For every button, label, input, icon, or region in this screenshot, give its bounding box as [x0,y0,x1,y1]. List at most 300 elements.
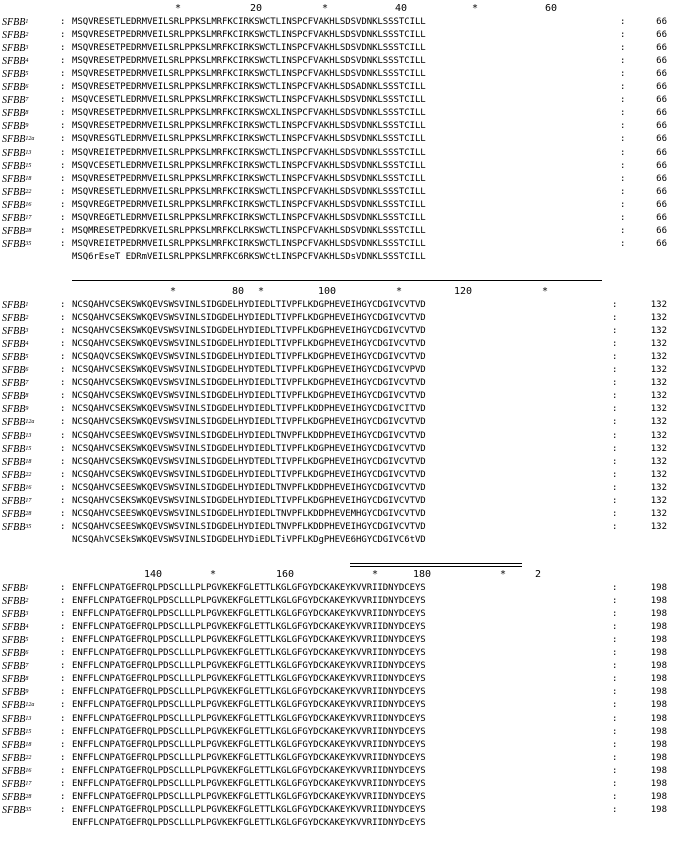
ruler-mark: * [542,286,549,297]
label-prefix: SFBB [2,622,26,634]
label-prefix: SFBB [2,82,26,94]
separator: : [612,804,618,815]
label-prefix: SFBB [2,469,26,481]
sequence-row [0,791,677,804]
label-prefix: SFBB [2,456,26,468]
sequence-row [0,416,677,429]
end-position: 132 [650,495,667,506]
sequence: MSQVREGETLEDRMVEILSRLPPKSLMRFKCIRKSWCTLINSPCFVAKHLSDSVDNKLSSSTCILL [72,212,426,223]
end-position: 198 [650,778,667,789]
allele-number: 13 [25,149,32,156]
ruler-mark: 20 [250,3,263,14]
sequence: ENFFLCNPATGEFRQLPDSCLLLPLPGVKEKFGLETTLKGLGFGYDCKAKEYKVVRIIDNYDCEYS [72,726,426,737]
allele-number: 28 [25,227,32,234]
end-position: 132 [650,482,667,493]
sequence-row [0,68,677,81]
label-prefix: SFBB [2,635,26,647]
end-position: 198 [650,687,667,698]
label-prefix: SFBB [2,17,26,28]
allele-number: 3 [25,45,29,52]
end-position: 66 [656,30,667,41]
end-position: 66 [656,108,667,119]
separator: : [60,674,66,685]
sequence-row [0,16,677,29]
label-prefix: SFBB [2,726,26,738]
separator: : [60,596,66,607]
allele-number: 4 [25,58,29,65]
ruler-mark: * [322,3,329,14]
allele-number: 16 [25,484,32,491]
end-position: 198 [650,635,667,646]
sequence-row [0,120,677,133]
allele-number: 5 [25,354,29,361]
ruler-mark: * [210,569,217,580]
allele-number: 6 [25,650,29,657]
separator: : [60,212,66,223]
label-prefix: SFBB [2,121,26,133]
separator: : [612,430,618,441]
ruler-mark: * [372,569,379,580]
sequence: ENFFLCNPATGEFRQLPDSCLLLPLPGVKEKFGLETTLKGLGFGYDCKAKEYKVVRIIDNYDCEYS [72,583,426,593]
allele-number: 7 [25,663,29,670]
label-prefix: SFBB [2,765,26,777]
ruler-mark: 180 [413,569,432,580]
label-prefix: SFBB [2,378,26,390]
sequence-row [0,495,677,508]
sequence-row [0,634,677,647]
sequence: ENFFLCNPATGEFRQLPDSCLLLPLPGVKEKFGLETTLKGLGFGYDCKAKEYKVVRIIDNYDCEYS [72,687,426,698]
separator: : [612,583,618,593]
sequence-row [0,186,677,199]
allele-number: 5 [25,71,29,78]
separator: : [60,648,66,659]
allele-number: 2 [25,598,29,605]
ruler-mark: * [472,3,479,14]
consensus-sequence: MSQ6rEseT EDRmVEILSRLPPKSLMRFKC6RKSWCtLINSPCFVAKHLSDsVDNKLSSSTCILL [72,251,426,262]
separator: : [620,186,626,197]
label-prefix: SFBB [2,596,26,608]
sequence: MSQVRESETPEDRMVEILSRLPPKSLMRFKCIRKSWCTLINSPCFVAKHLSDSVDNKLSSSTCILL [72,43,426,54]
position-ruler [0,285,677,298]
separator: : [60,469,66,480]
label-prefix: SFBB [2,430,26,442]
label-prefix: SFBB [2,225,26,237]
separator: : [60,108,66,119]
end-position: 132 [650,365,667,376]
separator: : [612,313,618,324]
allele-number: 1 [25,19,29,25]
separator: : [60,635,66,646]
separator: : [612,443,618,454]
separator: : [60,430,66,441]
separator: : [60,661,66,672]
allele-number: 2 [25,315,29,322]
allele-number: 15 [25,445,32,452]
separator: : [612,661,618,672]
sequence: ENFFLCNPATGEFRQLPDSCLLLPLPGVKEKFGLETTLKGLGFGYDCKAKEYKVVRIIDNYDCEYS [72,635,426,646]
separator: : [612,778,618,789]
sequence: ENFFLCNPATGEFRQLPDSCLLLPLPGVKEKFGLETTLKGLGFGYDCKAKEYKVVRIIDNYDCEYS [72,609,426,620]
separator: : [60,391,66,402]
separator: : [60,765,66,776]
allele-number: 28 [25,793,32,800]
end-position: 198 [650,648,667,659]
sequence-row [0,713,677,726]
sequence-row [0,338,677,351]
end-position: 132 [650,443,667,454]
separator: : [612,495,618,506]
sequence-row [0,765,677,778]
sequence: NCSQAHVCSEKSWKQEVSWSVINLSIDGDELHYDIEDLTIVPFLKDGPHEVEIHGYCDGIVCVTVD [72,313,426,324]
ruler-mark: * [500,569,507,580]
separator: : [60,609,66,620]
sequence: ENFFLCNPATGEFRQLPDSCLLLPLPGVKEKFGLETTLKGLGFGYDCKAKEYKVVRIIDNYDCEYS [72,752,426,763]
sequence-row [0,595,677,608]
separator: : [60,160,66,171]
motif-underline [350,566,522,567]
end-position: 132 [650,313,667,324]
label-prefix: SFBB [2,495,26,507]
separator: : [612,391,618,402]
end-position: 198 [650,609,667,620]
end-position: 66 [656,186,667,197]
sequence-row [0,133,677,146]
sequence: MSQVREGETPEDRMVEILSRLPPKSLMRFKCIRKSWCTLINSPCFVAKHLSDSVDNKLSSSTCILL [72,199,426,210]
label-prefix: SFBB [2,300,26,311]
ruler-mark: 160 [276,569,295,580]
sequence: NCSQAHVCSEESWKQEVSWSVINLSIDGDELHYDIEDLTNVPFLKDDPHEVEIHGYCDGIVCVTVD [72,482,426,493]
end-position: 198 [650,752,667,763]
end-position: 66 [656,69,667,80]
separator: : [612,404,618,415]
allele-number: 9 [25,406,29,413]
end-position: 132 [650,339,667,350]
label-prefix: SFBB [2,508,26,520]
label-prefix: SFBB [2,173,26,185]
label-prefix: SFBB [2,661,26,673]
label-prefix: SFBB [2,609,26,621]
sequence: MSQVRESETPEDRMVEILSRLPPKSLMRFKCIRKSWCTLINSPCFVAKHLSDSADNKLSSSTCILL [72,82,426,93]
allele-number: 17 [25,214,32,221]
separator: : [612,521,618,532]
separator: : [612,378,618,389]
sequence: ENFFLCNPATGEFRQLPDSCLLLPLPGVKEKFGLETTLKGLGFGYDCKAKEYKVVRIIDNYDCEYS [72,778,426,789]
sequence: NCSQAHVCSEKSWKQEVSWSVINLSIDGDELHYDIEDLTIVPFLKDGPHEVEIHGYCDGIVCVTVD [72,326,426,337]
end-position: 198 [650,726,667,737]
allele-number: 9 [25,689,29,696]
sequence: NCSQAQVCSEKSWKQEVSWSVINLSIDGDELHYDIEDLTIVPFLKDGPHEVEIHGYCDGIVCVTVD [72,352,426,363]
sequence: MSQVRESETPEDRMVEILSRLPPKSLMRFKCIRKSWCXLINSPCFVAKHLSDSVDNKLSSSTCILL [72,108,426,119]
end-position: 132 [650,326,667,337]
label-prefix: SFBB [2,674,26,686]
allele-number: 12a [25,702,35,709]
sequence: MSQVCESETLEDRMVEILSRLPPKSLMRFKCIRKSWCTLINSPCFVAKHLSDSVDNKLSSSTCILL [72,95,426,106]
ruler-mark: 40 [395,3,408,14]
sequence: MSQVRESETPEDRMVEILSRLPPKSLMRFKCIRKSWCTLINSPCFVAKHLSDSVDNKLSSSTCILL [72,69,426,80]
sequence: MSQVCESETLEDRMVEILSRLPPKSLMRFKCIRKSWCTLINSPCFVAKHLSDSVDNKLSSSTCILL [72,160,426,171]
allele-number: 8 [25,676,29,683]
end-position: 198 [650,713,667,724]
label-prefix: SFBB [2,404,26,416]
label-prefix: SFBB [2,583,26,594]
allele-number: 16 [25,767,32,774]
label-prefix: SFBB [2,108,26,120]
end-position: 132 [650,378,667,389]
separator: : [60,404,66,415]
allele-number: 7 [25,97,29,104]
sequence-row [0,608,677,621]
sequence-row [0,521,677,534]
sequence-row [0,81,677,94]
separator: : [612,469,618,480]
allele-number: 18 [25,175,32,182]
sequence: MSQVRESETPEDRMVEILSRLPPKSLMRFKCIRKSWCTLINSPCFVAKHLSDSVDNKLSSSTCILL [72,121,426,132]
ruler-mark: * [170,286,177,297]
end-position: 66 [656,95,667,106]
allele-number: 6 [25,84,29,91]
separator: : [620,82,626,93]
separator: : [60,508,66,519]
allele-number: 8 [25,393,29,400]
consensus-sequence: ENFFLCNPATGEFRQLPDSCLLLPLPGVKEKFGLETTLKGLGFGYDCKAKEYKVVRIIDNYDcEYS [72,817,426,828]
label-prefix: SFBB [2,521,26,533]
sequence-row [0,299,677,312]
sequence-row [0,364,677,377]
label-prefix: SFBB [2,752,26,764]
end-position: 66 [656,56,667,67]
sequence-row [0,456,677,469]
separator: : [620,95,626,106]
end-position: 66 [656,225,667,236]
sequence-row [0,55,677,68]
label-prefix: SFBB [2,147,26,159]
ruler-mark: 140 [144,569,163,580]
separator: : [60,778,66,789]
separator: : [620,173,626,184]
label-prefix: SFBB [2,352,26,364]
allele-number: 9 [25,123,29,130]
ruler-mark: * [175,3,182,14]
allele-number: 18 [25,741,32,748]
sequence: ENFFLCNPATGEFRQLPDSCLLLPLPGVKEKFGLETTLKGLGFGYDCKAKEYKVVRIIDNYDCEYS [72,674,426,685]
end-position: 66 [656,82,667,93]
sequence-row [0,160,677,173]
allele-number: 4 [25,341,29,348]
sequence-row [0,778,677,791]
allele-number: 12a [25,136,35,143]
sequence-row [0,443,677,456]
allele-number: 35 [25,523,32,530]
separator: : [60,443,66,454]
separator: : [60,378,66,389]
label-prefix: SFBB [2,56,26,68]
sequence-row [0,739,677,752]
sequence: NCSQAHVCSEESWKQEVSWSVINLSIDGDELHYDIEDLTNVPFLKDDPHEVEMHGYCDGIVCVTVD [72,508,426,519]
separator: : [60,791,66,802]
separator: : [60,121,66,132]
separator: : [612,417,618,428]
consensus-row [0,534,677,547]
allele-number: 22 [25,471,32,478]
end-position: 198 [650,791,667,802]
label-prefix: SFBB [2,791,26,803]
separator: : [612,622,618,633]
separator: : [60,134,66,145]
sequence-row [0,325,677,338]
sequence: ENFFLCNPATGEFRQLPDSCLLLPLPGVKEKFGLETTLKGLGFGYDCKAKEYKVVRIIDNYDCEYS [72,804,426,815]
separator: : [612,596,618,607]
separator: : [60,95,66,106]
allele-number: 17 [25,780,32,787]
end-position: 198 [650,739,667,750]
end-position: 132 [650,404,667,415]
sequence-row [0,469,677,482]
label-prefix: SFBB [2,160,26,172]
separator: : [60,186,66,197]
separator: : [60,521,66,532]
sequence: NCSQAHVCSEKSWKQEVSWSVINLSIDGDELHYDTEDLTIVPFLKDGPHEVEIHGYCDGIVCVTVD [72,456,426,467]
label-prefix: SFBB [2,313,26,325]
sequence: MSQVRESGTLEDRMVEILSRLPPKSLMRFKCIRKSWCTLINSPCFVAKHLSDSVDNKLSSSTCILL [72,134,426,145]
label-prefix: SFBB [2,95,26,107]
separator: : [612,752,618,763]
ruler-mark: * [258,286,265,297]
separator: : [620,30,626,41]
ruler-mark: 2 [535,569,542,580]
separator: : [60,352,66,363]
separator: : [60,225,66,236]
sequence: NCSQAHVCSEKSWKQEVSWSVINLSIDGDELHYDTEDLTIVPFLKDGPHEVEIHGYCDGIVCVPVD [72,365,426,376]
end-position: 132 [650,300,667,310]
end-position: 66 [656,238,667,249]
separator: : [612,713,618,724]
position-ruler [0,568,677,581]
end-position: 66 [656,160,667,171]
separator: : [612,726,618,737]
allele-number: 18 [25,458,32,465]
sequence: NCSQAHVCSEKSWKQEVSWSVINLSIDGDELHYDIEDLTIVPFLKDGPHEVEIHGYCDGIVCVTVD [72,495,426,506]
consensus-sequence: NCSQAhVCSEkSWKQEVSWSVINLSIDGDELHYDiEDLTiVPFLKDgPHEVE6HGYCDGIVC6tVD [72,534,426,545]
separator: : [60,43,66,54]
sequence: NCSQAHVCSEKSWKQEVSWSVINLSIDGDELHYDIEDLTIVPFLKDGPHEVEIHGYCDGIVCVTVD [72,300,426,310]
separator: : [60,726,66,737]
consensus-underline [72,280,602,281]
allele-number: 3 [25,328,29,335]
allele-number: 3 [25,611,29,618]
separator: : [620,238,626,249]
separator: : [60,69,66,80]
end-position: 66 [656,121,667,132]
sequence: MSQVRESETPEDRMVEILSRLPPKSLMRFKCIRKSWCTLINSPCFVAKHLSDSVDNKLSSSTCILL [72,30,426,41]
sequence-row [0,212,677,225]
sequence: NCSQAHVCSEKSWKQEVSWSVINLSIDGDELHYDIEDLTIVPFLKDDPHEVEIHGYCDGIVCITVD [72,404,426,415]
allele-number: 5 [25,637,29,644]
separator: : [60,147,66,158]
separator: : [612,687,618,698]
label-prefix: SFBB [2,648,26,660]
separator: : [60,482,66,493]
sequence-row [0,482,677,495]
sequence: ENFFLCNPATGEFRQLPDSCLLLPLPGVKEKFGLETTLKGLGFGYDCKAKEYKVVRIIDNYDCEYS [72,791,426,802]
label-prefix: SFBB [2,687,26,699]
allele-number: 22 [25,754,32,761]
end-position: 198 [650,765,667,776]
separator: : [60,326,66,337]
label-prefix: SFBB [2,43,26,55]
end-position: 66 [656,212,667,223]
separator: : [612,300,618,310]
separator: : [620,43,626,54]
label-prefix: SFBB [2,391,26,403]
sequence-row [0,94,677,107]
end-position: 198 [650,661,667,672]
sequence: NCSQAHVCSEKSWKQEVSWSVINLSIDGDELHYDIEDLTIVPFLKDGPHEVEIHGYCDGIVCVTVD [72,339,426,350]
sequence: MSQMRESETPEDRKVEILSRLPPKSLMRFKCLRKSWCTLINSPCFVAKHLSDSVDNKLSSSTCILL [72,225,426,236]
allele-number: 17 [25,497,32,504]
allele-number: 35 [25,240,32,247]
separator: : [60,583,66,593]
allele-number: 6 [25,367,29,374]
allele-number: 16 [25,201,32,208]
separator: : [612,339,618,350]
end-position: 198 [650,674,667,685]
separator: : [612,739,618,750]
end-position: 132 [650,508,667,519]
allele-number: 13 [25,715,32,722]
end-position: 198 [650,596,667,607]
separator: : [612,648,618,659]
sequence: ENFFLCNPATGEFRQLPDSCLLLPLPGVKEKFGLETTLKGLGFGYDCKAKEYKVVRIIDNYDCEYS [72,713,426,724]
separator: : [612,482,618,493]
allele-number: 2 [25,32,29,39]
separator: : [60,495,66,506]
label-prefix: SFBB [2,199,26,211]
separator: : [60,30,66,41]
sequence-row [0,686,677,699]
sequence-row [0,752,677,765]
sequence: NCSQAHVCSEKSWKQEVSWSVINLSIDGDELHYDIEDLTIVPFLKDGPHEVEIHGYCDGIVCVTVD [72,417,426,428]
sequence-row [0,660,677,673]
end-position: 132 [650,469,667,480]
end-position: 66 [656,17,667,27]
end-position: 66 [656,173,667,184]
sequence-row [0,351,677,364]
sequence: ENFFLCNPATGEFRQLPDSCLLLPLPGVKEKFGLETTLKGLGFGYDCKAKEYKVVRIIDNYDCEYS [72,661,426,672]
sequence: NCSQAHVCSEESWKQEVSWSVINLSIDGDELHYDIEDLTNVPFLKDDPHEVEIHGYCDGIVCVTVD [72,521,426,532]
allele-number: 15 [25,162,32,169]
sequence: MSQVRESETLEDRMVEILSRLPPKSLMRFKCIRKSWCTLINSPCFVAKHLSDSVDNKLSSSTCILL [72,17,426,27]
label-prefix: SFBB [2,417,26,429]
sequence-row [0,621,677,634]
sequence: MSQVRESETLEDRMVEILSRLPPKSLMRFKCIRKSWCTLINSPCFVAKHLSDSVDNKLSSSTCILL [72,186,426,197]
label-prefix: SFBB [2,700,26,712]
separator: : [60,313,66,324]
separator: : [612,635,618,646]
label-prefix: SFBB [2,238,26,250]
sequence-row [0,312,677,325]
end-position: 66 [656,199,667,210]
sequence-row [0,199,677,212]
separator: : [612,791,618,802]
allele-number: 1 [25,585,29,591]
sequence: ENFFLCNPATGEFRQLPDSCLLLPLPGVKEKFGLETTLKGLGFGYDCKAKEYKVVRIIDNYDCEYS [72,739,426,750]
sequence-row [0,377,677,390]
end-position: 198 [650,700,667,711]
allele-number: 22 [25,188,32,195]
label-prefix: SFBB [2,443,26,455]
separator: : [612,352,618,363]
allele-number: 8 [25,110,29,117]
